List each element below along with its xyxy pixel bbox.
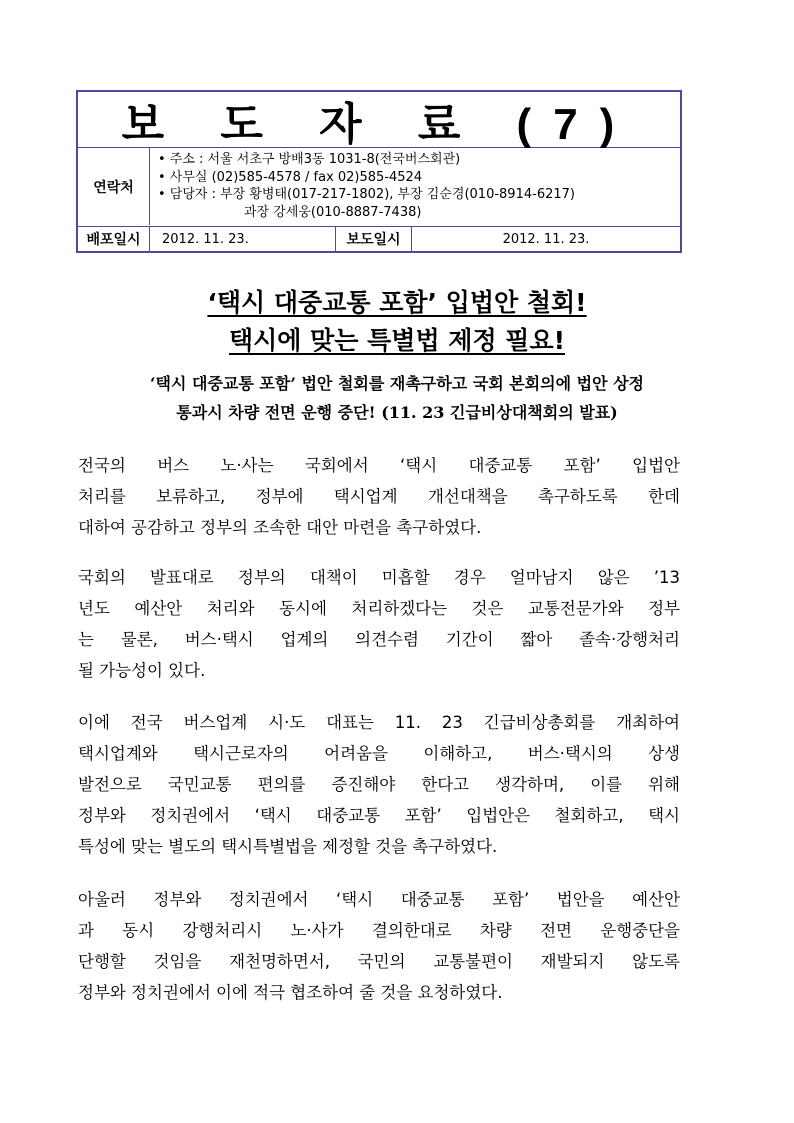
paragraph-line: 대하여 공감하고 정부의 조속한 대안 마련을 촉구하였다.	[78, 518, 482, 537]
paragraph-line: 국회의 발표대로 정부의 대책이 미흡할 경우 얼마남지 않은 ’13	[78, 568, 680, 587]
paragraph-line: 전국의 버스 노·사는 국회에서 ‘택시 대중교통 포함’ 입법안	[78, 456, 680, 475]
paragraph-line: 처리를 보류하고, 정부에 택시업계 개선대책을 촉구하도록 한데	[78, 487, 680, 506]
paragraph-line: 아울러 정부와 정치권에서 ‘택시 대중교통 포함’ 법안을 예산안	[78, 890, 680, 909]
paragraph-3	[78, 707, 680, 862]
paragraph-line: 이에 전국 버스업계 시·도 대표는 11. 23 긴급비상총회를 개최하여	[78, 713, 680, 732]
paragraph-line: 택시업계와 택시근로자의 어려움을 이해하고, 버스·택시의 상생	[78, 744, 680, 763]
headline-line-2: 택시에 맞는 특별법 제정 필요!	[228, 326, 566, 355]
press-release-header-table	[76, 90, 682, 253]
paragraph-line: 년도 예산안 처리와 동시에 처리하겠다는 것은 교통전문가와 정부	[78, 599, 680, 618]
distribution-date: 2012. 11. 23.	[150, 227, 336, 251]
paragraph-line: 정부와 정치권에서 이에 적극 협조하여 줄 것을 요청하였다.	[78, 983, 503, 1002]
report-date: 2012. 11. 23.	[502, 231, 590, 247]
contact-office-phone: • 사무실 (02)585-4578 / fax 02)585-4524	[158, 169, 423, 185]
subheadline-line-1: ‘택시 대중교통 포함’ 법안 철회를 재촉구하고 국회 본회의에 법안 상정	[149, 374, 645, 393]
paragraph-line: 는 물론, 버스·택시 업계의 의견수렴 기간이 짧아 졸속·강행처리	[78, 630, 680, 649]
contact-persons-cont: 과장 강세웅(010-8887-7438)	[244, 204, 422, 220]
press-release-title: 보 도 자 료 (7)	[121, 99, 637, 149]
contact-info	[158, 151, 575, 221]
contact-label: 연락처	[78, 148, 150, 225]
date-row	[78, 227, 680, 251]
distribution-date-label: 배포일시	[78, 227, 150, 251]
paragraph-4	[78, 884, 680, 1008]
paragraph-1	[78, 450, 680, 543]
contact-address: • 주소 : 서울 서초구 방배3동 1031-8(전국버스회관)	[158, 152, 461, 167]
paragraph-2	[78, 562, 680, 686]
paragraph-line: 특성에 맞는 별도의 택시특별법을 제정할 것을 촉구하였다.	[78, 837, 498, 856]
title-cell	[78, 92, 680, 148]
contact-persons: • 담당자 : 부장 황병태(017-217-1802), 부장 김순경(010-8914-6217)	[158, 187, 575, 202]
paragraph-line: 될 가능성이 있다.	[78, 661, 206, 680]
paragraph-line: 단행할 것임을 재천명하면서, 국민의 교통불편이 재발되지 않도록	[78, 952, 680, 971]
paragraph-line: 발전으로 국민교통 편의를 증진해야 한다고 생각하며, 이를 위해	[78, 775, 680, 794]
contact-row	[78, 148, 680, 227]
headline-line-1: ‘택시 대중교통 포함’ 입법안 철회!	[207, 288, 587, 317]
subheadline-line-2: 통과시 차량 전면 운행 중단! (11. 23 긴급비상대책회의 발표)	[176, 403, 618, 422]
report-date-label: 보도일시	[336, 227, 412, 251]
paragraph-line: 과 동시 강행처리시 노·사가 결의한대로 차량 전면 운행중단을	[78, 921, 680, 940]
paragraph-line: 정부와 정치권에서 ‘택시 대중교통 포함’ 입법안은 철회하고, 택시	[78, 806, 680, 825]
